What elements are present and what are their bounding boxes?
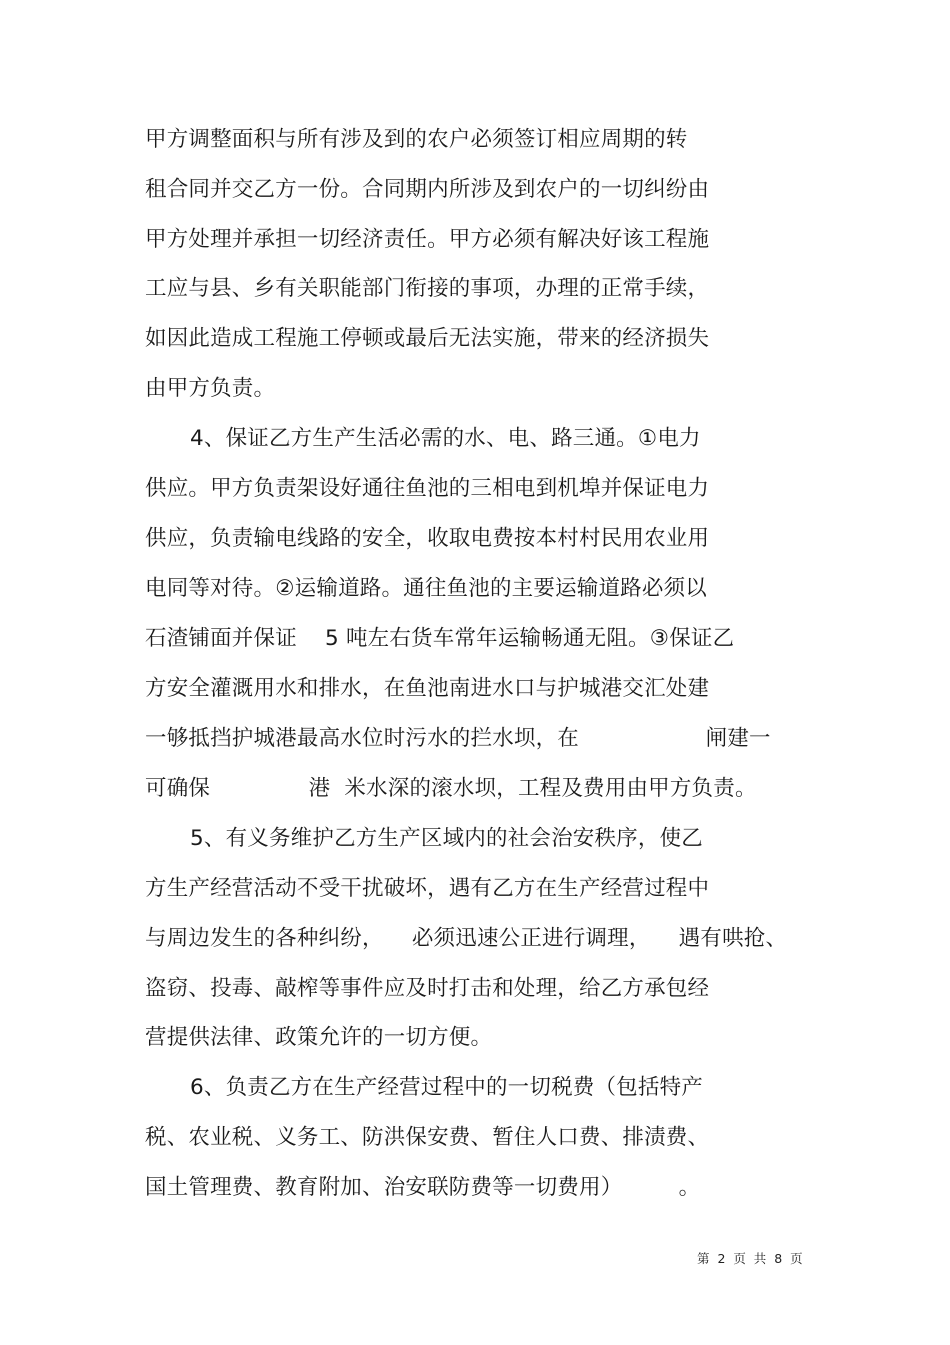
- text-line: 一够抵挡护城港最高水位时污水的拦水坝，在 闸建一: [145, 726, 771, 751]
- text-line: 盗窃、投毒、敲榨等事件应及时打击和处理，给乙方承包经: [145, 976, 710, 1001]
- text-line: 电同等对待。②运输道路。通往鱼池的主要运输道路必须以: [145, 576, 707, 601]
- text-line: 甲方调整面积与所有涉及到的农户必须签订相应周期的转: [145, 127, 688, 152]
- text-line: 营提供法律、政策允许的一切方便。: [145, 1025, 493, 1050]
- text-line: 石渣铺面并保证 5 吨左右货车常年运输畅通无阻。③保证乙: [145, 626, 735, 651]
- text-line: 供应，负责输电线路的安全，收取电费按本村村民用农业用: [145, 526, 710, 551]
- text-line: 甲方处理并承担一切经济责任。甲方必须有解决好该工程施: [145, 227, 710, 252]
- text-line: 工应与县、乡有关职能部门衔接的事项，办理的正常手续，: [145, 276, 710, 301]
- text-line: 国土管理费、教育附加、治安联防费等一切费用） 。: [145, 1175, 701, 1200]
- text-line: 可确保 港 米水深的滚水坝，工程及费用由甲方负责。: [145, 776, 757, 801]
- text-line: 税、农业税、义务工、防洪保安费、暂住人口费、排渍费、: [145, 1125, 710, 1150]
- text-line: 租合同并交乙方一份。合同期内所涉及到农户的一切纠纷由: [145, 177, 710, 202]
- text-line: 与周边发生的各种纠纷， 必须迅速公正进行调理， 遇有哄抢、: [145, 926, 788, 951]
- text-line: 如因此造成工程施工停顿或最后无法实施，带来的经济损失: [145, 326, 710, 351]
- paragraph-6-start: 6、负责乙方在生产经营过程中的一切税费（包括特产: [190, 1075, 703, 1100]
- text-line: 由甲方负责。: [145, 376, 276, 401]
- page-number-footer: 第 2 页 共 8 页: [697, 1251, 803, 1266]
- text-line: 方生产经营活动不受干扰破坏，遇有乙方在生产经营过程中: [145, 876, 710, 901]
- text-line: 供应。甲方负责架设好通往鱼池的三相电到机埠并保证电力: [145, 476, 710, 501]
- paragraph-5-start: 5、有义务维护乙方生产区域内的社会治安秩序，使乙: [190, 826, 703, 851]
- text-line: 方安全灌溉用水和排水，在鱼池南进水口与护城港交汇处建: [145, 676, 710, 701]
- paragraph-4-start: 4、保证乙方生产生活必需的水、电、路三通。①电力: [190, 426, 701, 451]
